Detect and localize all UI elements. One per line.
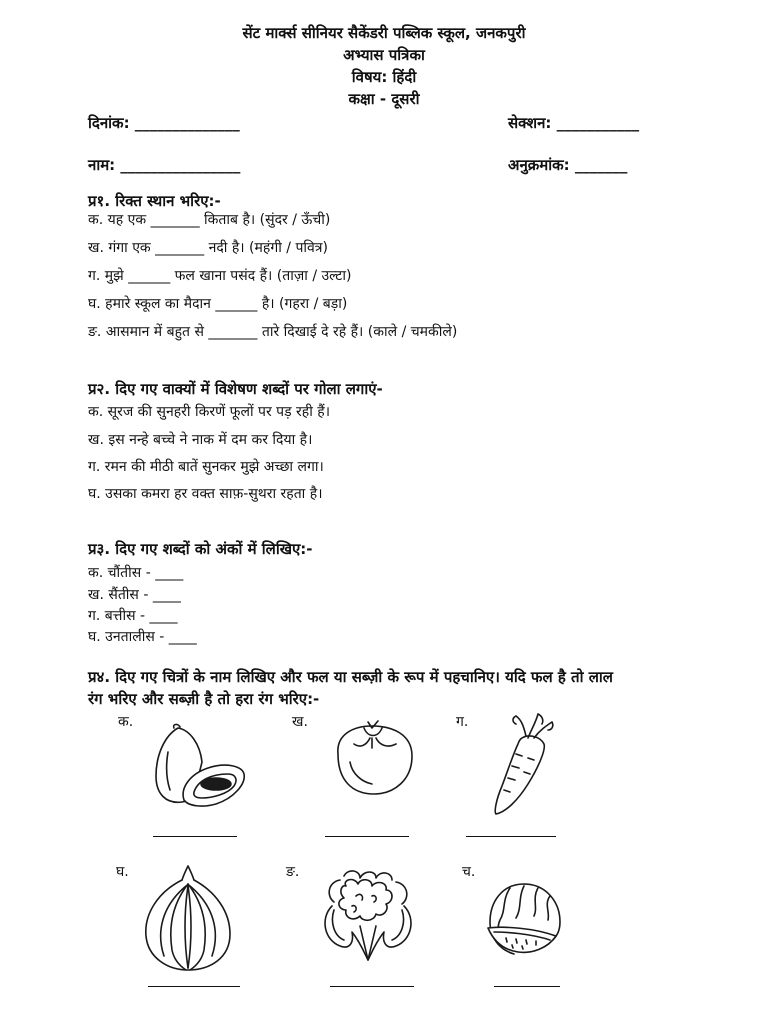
picture-label-ka: क. <box>118 714 134 730</box>
q3-item-ga: ग. बत्तीस - ____ <box>88 608 178 624</box>
q1-item-ga: ग. मुझे ______ फल खाना पसंद हैं। (ताज़ा / उल्टा) <box>88 268 352 284</box>
q3-item-gha: घ. उनतालीस - ____ <box>88 629 197 645</box>
answer-line-gha[interactable] <box>148 986 240 987</box>
picture-label-kha: ख. <box>292 714 308 730</box>
question-4-title-line-1: प्र४. दिए गए चित्रों के नाम लिखिए और फल या सब्ज़ी के रूप में पहचानिए। यदि फल है तो लाल <box>88 668 613 686</box>
section-field[interactable]: सेक्शन: ___________ <box>508 114 640 132</box>
question-3-title: प्र३. दिए गए शब्दों को अंकों में लिखिए:- <box>88 540 313 558</box>
picture-label-cha: च. <box>462 864 476 880</box>
q1-item-nga: ङ. आसमान में बहुत से _______ तारे दिखाई दे रहे हैं। (काले / चमकीले) <box>88 324 458 340</box>
answer-line-nga[interactable] <box>330 986 414 987</box>
cauliflower-icon <box>316 866 420 964</box>
onion-icon <box>138 862 238 974</box>
picture-label-ga: ग. <box>456 714 469 730</box>
answer-line-ga[interactable] <box>466 836 556 837</box>
q2-item-ka: क. सूरज की सुनहरी किरणें फूलों पर पड़ रही हैं। <box>88 404 331 420</box>
q1-item-gha: घ. हमारे स्कूल का मैदान ______ है। (गहरा / बड़ा) <box>88 296 348 312</box>
q3-item-ka: क. चौंतीस - ____ <box>88 565 184 581</box>
carrot-icon <box>488 708 558 818</box>
picture-label-nga: ङ. <box>286 864 300 880</box>
question-4-title-line-2: रंग भरिए और सब्ज़ी है तो हरा रंग भरिए:- <box>88 690 320 708</box>
papaya-icon <box>150 722 250 810</box>
q1-item-ka: क. यह एक _______ किताब है। (सुंदर / ऊँची) <box>88 212 331 228</box>
name-field[interactable]: नाम: ________________ <box>88 156 241 174</box>
school-name: सेंट मार्क्स सीनियर सैकेंडरी पब्लिक स्कूल, जनकपुरी <box>242 24 526 42</box>
class-line: कक्षा - दूसरी <box>348 90 420 108</box>
answer-line-ka[interactable] <box>153 836 237 837</box>
date-field[interactable]: दिनांक: ______________ <box>88 114 240 132</box>
answer-line-cha[interactable] <box>494 986 560 987</box>
tomato-icon <box>328 718 418 800</box>
roll-number-field[interactable]: अनुक्रमांक: _______ <box>508 156 628 174</box>
question-1-title: प्र१. रिक्त स्थान भरिए:- <box>88 192 221 210</box>
q2-item-gha: घ. उसका कमरा हर वक्त साफ़-सुथरा रहता है। <box>88 486 323 502</box>
answer-line-kha[interactable] <box>325 836 409 837</box>
sheet-title: अभ्यास पत्रिका <box>343 46 425 64</box>
picture-label-gha: घ. <box>116 864 129 880</box>
q2-item-kha: ख. इस नन्हे बच्चे ने नाक में दम कर दिया है। <box>88 432 313 448</box>
q3-item-kha: ख. सैंतीस - ____ <box>88 587 181 603</box>
q2-item-ga: ग. रमन की मीठी बातें सुनकर मुझे अच्छा लगा। <box>88 459 324 475</box>
watermelon-icon <box>484 880 564 962</box>
q1-item-kha: ख. गंगा एक _______ नदी है। (महंगी / पवित्र) <box>88 240 329 256</box>
subject-line: विषय: हिंदी <box>351 68 417 86</box>
question-2-title: प्र२. दिए गए वाक्यों में विशेषण शब्दों पर गोला लगाएं- <box>88 380 383 398</box>
